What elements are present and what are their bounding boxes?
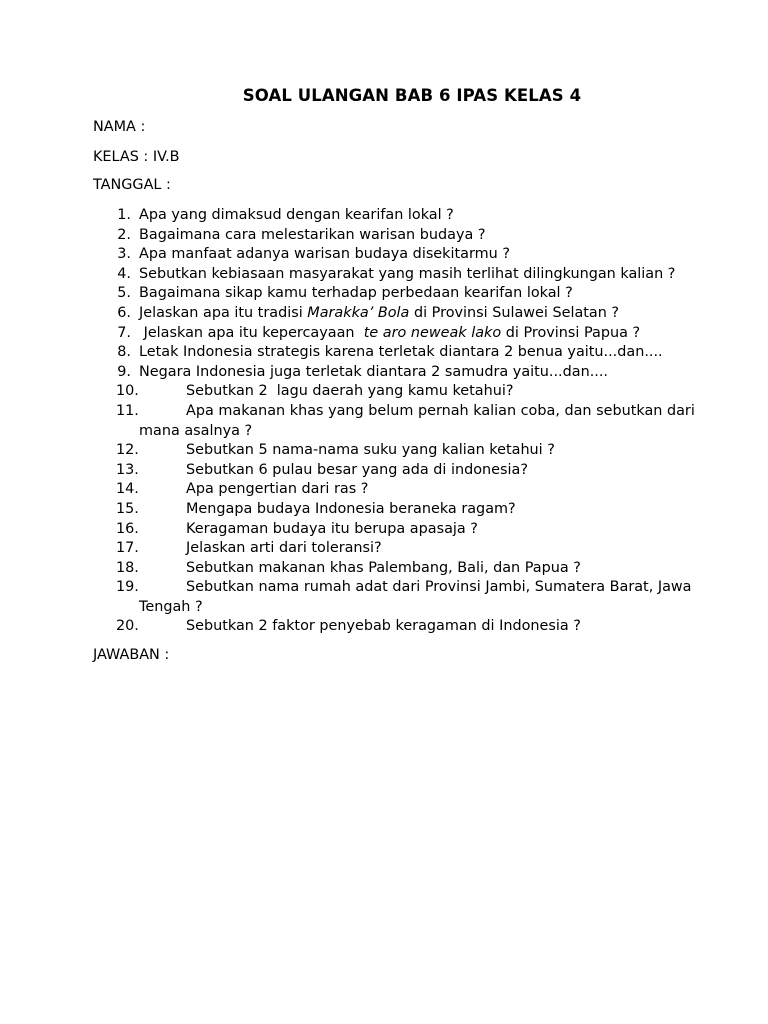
question-number: 8. bbox=[117, 344, 131, 361]
question-item bbox=[0, 500, 768, 520]
question-item bbox=[0, 559, 768, 579]
question-text: Apa makanan khas yang belum pernah kalian coba, dan sebutkan dari bbox=[186, 402, 695, 419]
question-number: 19. bbox=[116, 579, 139, 596]
question-text: Bagaimana sikap kamu terhadap perbedaan kearifan lokal ? bbox=[139, 285, 573, 302]
question-text: Letak Indonesia strategis karena terletak diantara 2 benua yaitu...dan.... bbox=[139, 344, 663, 361]
question-text-continuation: Tengah ? bbox=[139, 598, 203, 615]
question-text-part: Jelaskan apa itu kepercayaan bbox=[139, 324, 364, 341]
question-text: Sebutkan 2 faktor penyebab keragaman di Indonesia ? bbox=[186, 618, 581, 635]
question-text bbox=[139, 304, 619, 324]
question-number: 3. bbox=[117, 246, 131, 263]
question-text: Negara Indonesia juga terletak diantara 2 samudra yaitu...dan.... bbox=[139, 363, 608, 380]
question-number: 15. bbox=[116, 500, 139, 517]
question-number: 4. bbox=[117, 265, 131, 282]
question-number: 13. bbox=[116, 461, 139, 478]
question-number: 20. bbox=[116, 618, 139, 635]
question-item bbox=[0, 206, 768, 226]
question-item bbox=[0, 343, 768, 363]
question-item bbox=[0, 402, 768, 441]
question-number: 2. bbox=[117, 226, 131, 243]
question-text: Apa yang dimaksud dengan kearifan lokal ? bbox=[139, 207, 454, 223]
question-number: 12. bbox=[116, 442, 139, 459]
question-item bbox=[0, 441, 768, 461]
question-text: Sebutkan kebiasaan masyarakat yang masih terlihat dilingkungan kalian ? bbox=[139, 265, 676, 282]
question-item bbox=[0, 480, 768, 500]
date-field-label: TANGGAL : bbox=[93, 177, 171, 193]
question-item bbox=[0, 226, 768, 246]
name-field-label: NAMA : bbox=[93, 119, 146, 135]
question-text-italic: te aro neweak lako bbox=[363, 324, 502, 341]
question-number: 10. bbox=[116, 383, 139, 400]
question-number: 5. bbox=[117, 285, 131, 302]
question-text: Mengapa budaya Indonesia beraneka ragam? bbox=[186, 500, 516, 517]
question-item bbox=[0, 284, 768, 304]
question-text-italic: Marakka’ Bola bbox=[307, 304, 410, 321]
question-number: 9. bbox=[117, 363, 131, 380]
question-number: 16. bbox=[116, 520, 139, 537]
question-item bbox=[0, 382, 768, 402]
question-item bbox=[0, 539, 768, 559]
question-number: 7. bbox=[117, 324, 131, 341]
question-number: 14. bbox=[116, 481, 139, 498]
question-number: 11. bbox=[116, 402, 139, 419]
question-text: Sebutkan 6 pulau besar yang ada di indonesia? bbox=[186, 461, 528, 478]
question-item bbox=[0, 617, 768, 637]
question-item bbox=[0, 520, 768, 540]
question-number: 18. bbox=[116, 559, 139, 576]
question-text: Sebutkan 2 lagu daerah yang kamu ketahui? bbox=[186, 383, 514, 400]
question-item bbox=[0, 461, 768, 481]
question-item bbox=[0, 245, 768, 265]
question-item bbox=[0, 578, 768, 617]
question-text: Apa pengertian dari ras ? bbox=[186, 481, 369, 498]
page-title: SOAL ULANGAN BAB 6 IPAS KELAS 4 bbox=[242, 86, 582, 105]
question-text: Keragaman budaya itu berupa apasaja ? bbox=[186, 520, 478, 537]
question-number: 1. bbox=[117, 207, 131, 223]
question-text: Sebutkan 5 nama-nama suku yang kalian ketahui ? bbox=[186, 442, 555, 459]
question-text bbox=[139, 324, 640, 344]
question-item bbox=[0, 304, 768, 324]
question-text: Sebutkan nama rumah adat dari Provinsi Jambi, Sumatera Barat, Jawa bbox=[186, 579, 692, 596]
class-field-label: KELAS : IV.B bbox=[93, 149, 180, 165]
question-item bbox=[0, 265, 768, 285]
question-text: Sebutkan makanan khas Palembang, Bali, dan Papua ? bbox=[186, 559, 581, 576]
question-text: Bagaimana cara melestarikan warisan budaya ? bbox=[139, 226, 486, 243]
question-number: 6. bbox=[117, 304, 131, 321]
question-number: 17. bbox=[116, 540, 139, 557]
question-item bbox=[0, 324, 768, 344]
question-text-part: di Provinsi Papua ? bbox=[501, 324, 641, 341]
answer-field-label: JAWABAN : bbox=[93, 647, 170, 663]
question-list bbox=[0, 206, 768, 637]
question-text: Jelaskan arti dari toleransi? bbox=[186, 540, 382, 557]
question-item bbox=[0, 363, 768, 383]
question-text: Apa manfaat adanya warisan budaya disekitarmu ? bbox=[139, 246, 510, 263]
question-text-part: Jelaskan apa itu tradisi bbox=[139, 304, 308, 321]
question-text-part: di Provinsi Sulawei Selatan ? bbox=[409, 304, 620, 321]
question-text-continuation: mana asalnya ? bbox=[139, 422, 253, 439]
